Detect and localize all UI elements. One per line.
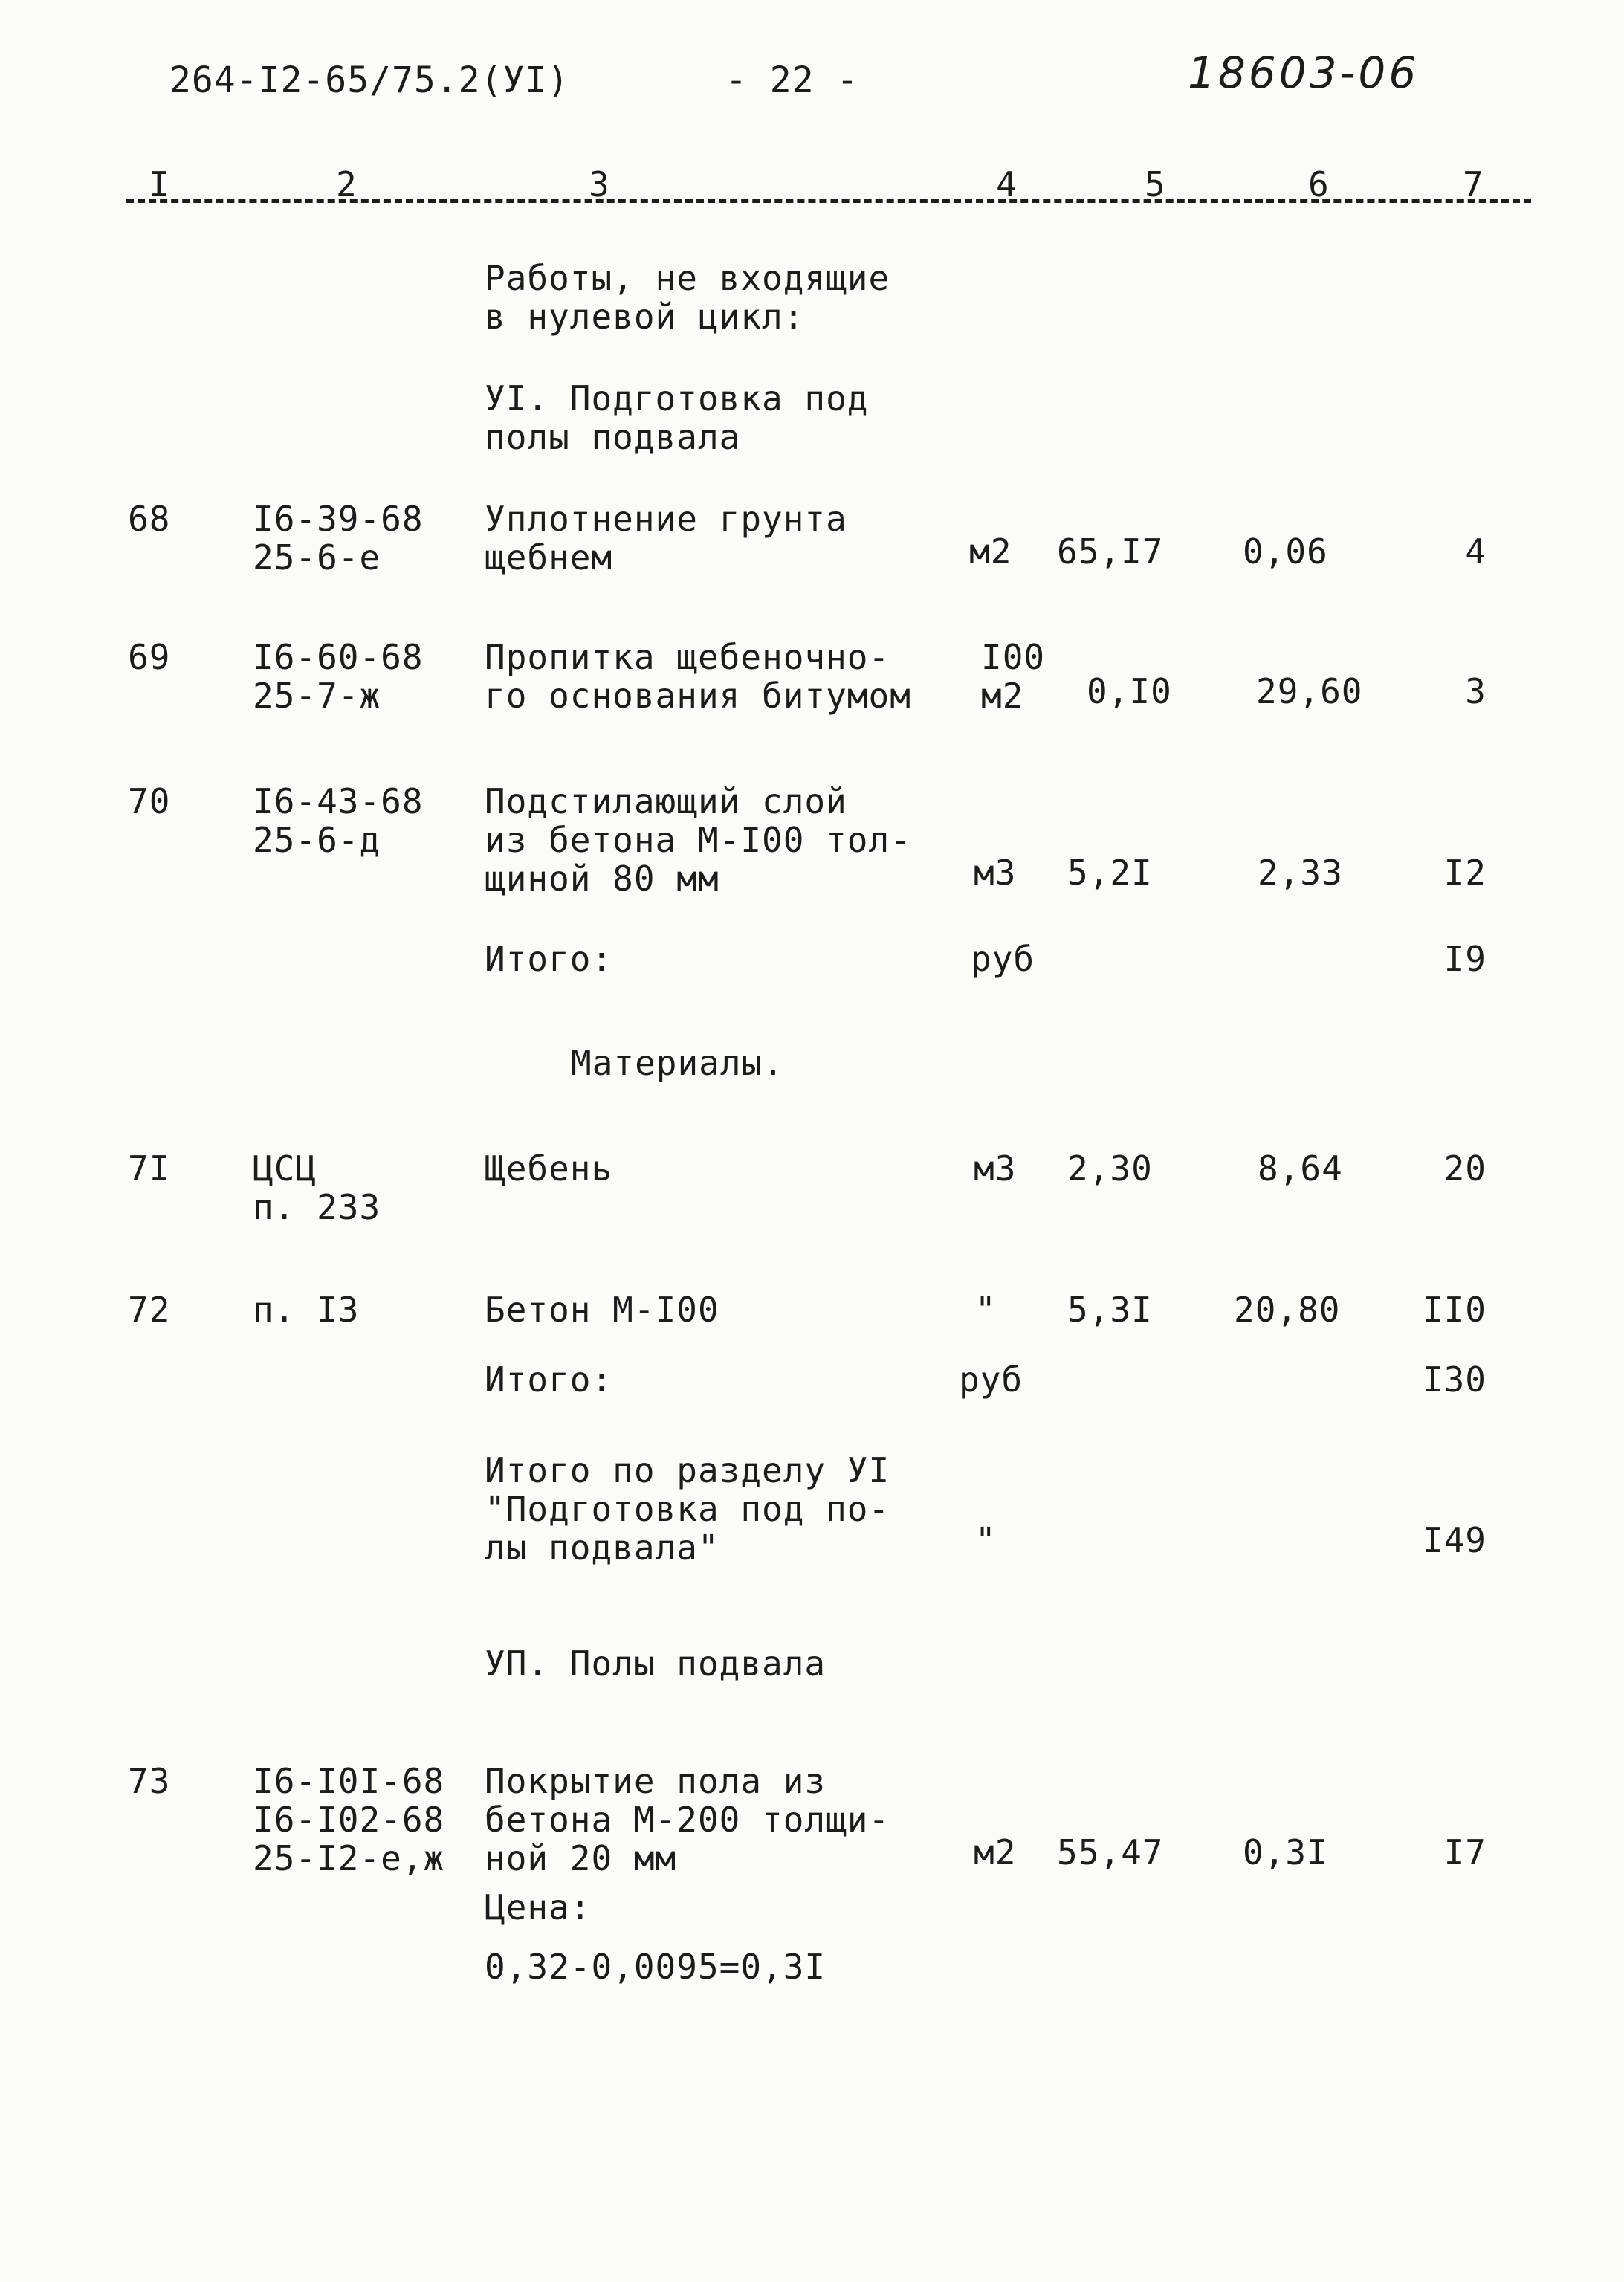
row-70-unit: м3	[974, 853, 1017, 893]
row-68-unit: м2	[969, 531, 1012, 572]
row-72-price: 20,80	[1234, 1290, 1341, 1330]
column-number-4: 4	[996, 164, 1018, 204]
row-69-code: I6-60-68 25-7-ж	[253, 637, 424, 716]
column-number-5: 5	[1145, 164, 1166, 204]
row-72-unit: "	[975, 1290, 997, 1330]
row-69-price: 29,60	[1256, 671, 1363, 711]
row-71-unit: м3	[974, 1148, 1017, 1189]
row-71-total: 20	[1443, 1148, 1486, 1189]
row-70-name: Подстилающий слой из бетона М-I00 тол- щиной 80 мм	[485, 781, 911, 899]
document-code: 264-I2-65/75.2(УI)	[169, 59, 570, 101]
row-70-price: 2,33	[1258, 853, 1343, 893]
section-6-title: УI. Подготовка под полы подвала	[485, 378, 869, 457]
row-73-code: I6-I0I-68 I6-I02-68 25-I2-е,ж	[253, 1761, 445, 1878]
materials-title: Материалы.	[571, 1043, 784, 1083]
section-6-total-value: I49	[1422, 1520, 1486, 1560]
price-formula: 0,32-0,0095=0,3I	[485, 1947, 826, 1987]
row-71-price: 8,64	[1258, 1148, 1343, 1189]
row-69-unit: I00 м2	[981, 637, 1046, 716]
row-70-code: I6-43-68 25-6-д	[253, 781, 424, 860]
column-number-3: 3	[589, 164, 610, 204]
row-69-number: 69	[128, 637, 171, 677]
row-72-name: Бетон М-I00	[485, 1290, 719, 1330]
subtotal-1-unit: руб	[971, 939, 1035, 979]
row-70-number: 70	[128, 781, 171, 821]
row-69-quantity: 0,I0	[1087, 671, 1172, 711]
row-71-number: 7I	[128, 1148, 171, 1189]
row-68-code: I6-39-68 25-6-е	[253, 499, 424, 578]
page-number: - 22 -	[725, 59, 859, 101]
row-73-unit: м2	[974, 1832, 1017, 1872]
archive-number: 18603-06	[1188, 48, 1420, 98]
column-number-6: 6	[1308, 164, 1330, 204]
row-72-total: II0	[1422, 1290, 1486, 1330]
row-72-number: 72	[128, 1290, 171, 1330]
row-73-number: 73	[128, 1761, 171, 1801]
row-72-quantity: 5,3I	[1067, 1290, 1153, 1330]
row-68-quantity: 65,I7	[1057, 531, 1164, 572]
subtotal-2-label: Итого:	[485, 1360, 613, 1400]
row-70-total: I2	[1443, 853, 1486, 893]
section-6-total-unit: "	[975, 1520, 997, 1560]
row-68-name: Уплотнение грунта щебнем	[485, 499, 847, 578]
row-73-name: Покрытие пола из бетона М-200 толщи- ной 20 мм	[485, 1761, 890, 1878]
row-71-code: ЦСЦ п. 233	[253, 1148, 381, 1227]
price-label: Цена:	[485, 1887, 592, 1927]
subtotal-1-label: Итого:	[485, 939, 613, 979]
row-72-code: п. I3	[253, 1290, 360, 1330]
column-number-2: 2	[336, 164, 358, 204]
row-73-price: 0,3I	[1243, 1832, 1328, 1872]
row-68-price: 0,06	[1243, 531, 1328, 572]
row-68-total: 4	[1465, 531, 1486, 572]
row-69-name: Пропитка щебеночно- го основания битумом	[485, 637, 911, 716]
column-number-7: 7	[1463, 164, 1484, 204]
row-68-number: 68	[128, 499, 171, 539]
intro-text: Работы, не входящие в нулевой цикл:	[485, 258, 890, 337]
row-71-name: Щебень	[485, 1148, 613, 1189]
column-number-1: I	[149, 164, 170, 204]
row-73-quantity: 55,47	[1057, 1832, 1164, 1872]
section-6-total-label: Итого по разделу УI "Подготовка под по- лы подвала"	[485, 1450, 890, 1568]
row-69-total: 3	[1465, 671, 1486, 711]
header-dashed-rule	[126, 199, 1531, 203]
row-70-quantity: 5,2I	[1067, 853, 1153, 893]
section-7-title: УП. Полы подвала	[485, 1643, 826, 1684]
subtotal-2-value: I30	[1422, 1360, 1486, 1400]
row-71-quantity: 2,30	[1067, 1148, 1153, 1189]
subtotal-1-value: I9	[1443, 939, 1486, 979]
subtotal-2-unit: руб	[959, 1360, 1023, 1400]
row-73-total: I7	[1443, 1832, 1486, 1872]
